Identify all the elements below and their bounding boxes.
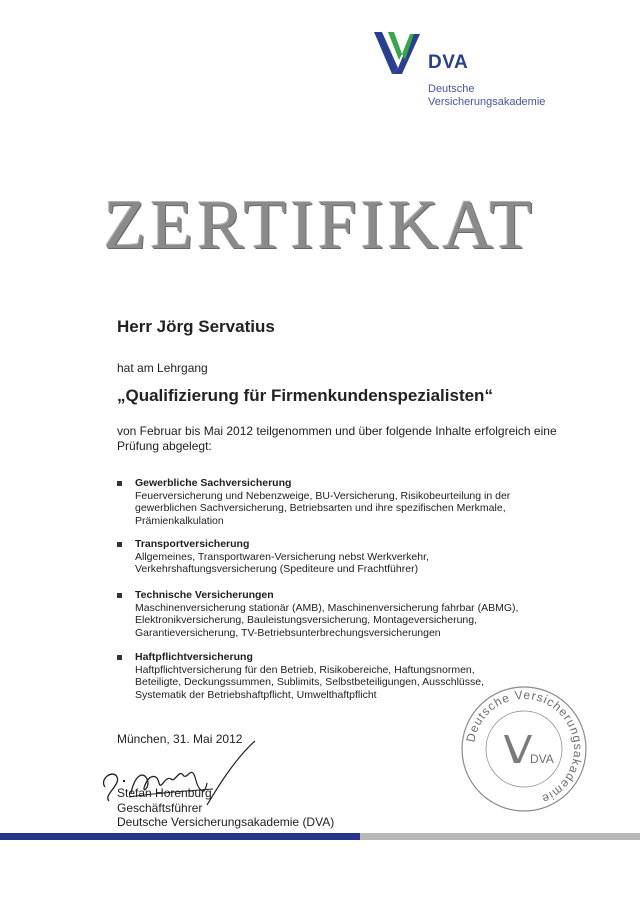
place-date: München, 31. Mai 2012 (117, 732, 243, 746)
description-line2: Prüfung abgelegt: (117, 439, 212, 453)
bullet-icon (117, 481, 122, 486)
topic-line: Maschinenversicherung stationär (AMB), Maschinenversicherung fahrbar (ABMG), (135, 601, 519, 614)
bullet-icon (117, 655, 122, 660)
topic-line: Beteiligte, Deckungssummen, Sublimits, Selbstbeteiligungen, Ausschlüsse, (135, 676, 485, 688)
topic-line: Systematik der Betriebshaftpflicht, Umwelthaftpflicht (135, 688, 377, 701)
stamp-ring-text: Deutsche Versicherungsakademie (463, 687, 586, 807)
logo-subtitle-line1: Deutsche (428, 83, 475, 95)
signatory-name: Stefan Horenburg (117, 786, 212, 800)
topic-title: Technische Versicherungen (135, 589, 274, 601)
dva-stamp (458, 683, 590, 815)
signatory-role: Geschäftsführer (117, 801, 203, 815)
topic-item (117, 589, 537, 639)
topic-line: Verkehrshaftungsversicherung (Spediteure und Frachtführer) (135, 563, 419, 575)
footer-bar-gray (360, 833, 640, 840)
bullet-icon (117, 542, 122, 547)
intro-text: hat am Lehrgang (117, 361, 208, 375)
recipient-name: Herr Jörg Servatius (117, 317, 275, 336)
topic-line: Allgemeines, Transportwaren-Versicherung nebst Werkverkehr, (135, 550, 429, 563)
logo-name: DVA (428, 52, 469, 73)
topic-line: Feuerversicherung und Nebenzweige, BU-Versicherung, Risikobeurteilung in der (135, 489, 511, 502)
topic-line: Prämienkalkulation (135, 514, 224, 527)
topic-title: Gewerbliche Sachversicherung (135, 477, 292, 489)
topic-line: gewerblichen Sachversicherung, Betriebsarten und ihre spezifischen Merkmale, (135, 502, 506, 514)
description-line1: von Februar bis Mai 2012 teilgenommen und über folgende Inhalte erfolgreich eine (117, 424, 557, 438)
topic-line: Garantieversicherung, TV-Betriebsunterbrechungsversicherungen (135, 626, 441, 639)
topic-item (117, 477, 537, 527)
signatory-organization: Deutsche Versicherungsakademie (DVA) (117, 815, 335, 829)
topic-line: Elektronikversicherung, Bauleistungsversicherung, Montageversicherung, (135, 614, 478, 626)
stamp-center-text: DVA (530, 752, 554, 766)
topic-title: Haftpflichtversicherung (135, 651, 253, 663)
course-title: „Qualifizierung für Firmenkundenspezialisten“ (117, 386, 493, 405)
topic-item (117, 538, 537, 576)
certificate-title: ZERTIFIKAT (103, 187, 537, 264)
topic-title: Transportversicherung (135, 538, 250, 550)
logo-subtitle-line2: Versicherungsakademie (428, 96, 546, 108)
footer-bar-blue (0, 833, 360, 840)
topic-line: Haftpflichtversicherung für den Betrieb, Risikobereiche, Haftungsnormen, (135, 663, 475, 676)
bullet-icon (117, 593, 122, 598)
dva-logo-icon (374, 30, 424, 76)
